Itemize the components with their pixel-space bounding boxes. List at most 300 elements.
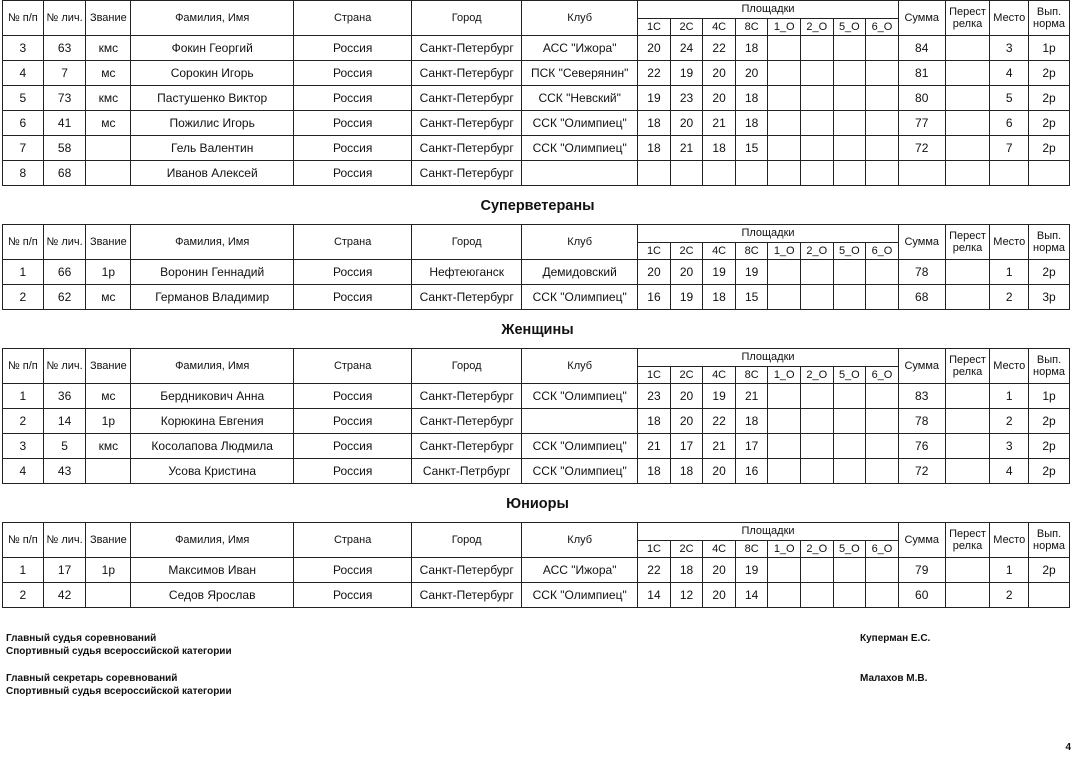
cell-shootoff (945, 384, 990, 409)
cell-rank: кмс (86, 36, 131, 61)
cell-stand-score (768, 285, 801, 310)
chief-judge-block (6, 632, 232, 658)
header-personal-num: № лич. (43, 225, 86, 260)
cell-shootoff (945, 459, 990, 484)
cell-rank-position: 1 (3, 260, 44, 285)
header-club: Клуб (522, 1, 638, 36)
cell-stand-score: 20 (670, 260, 703, 285)
table-row (3, 86, 1070, 111)
section-title-superveterans: Суперветераны (480, 198, 595, 214)
header-stand: 5_О (833, 367, 866, 384)
header-stand: 5_О (833, 541, 866, 558)
cell-personal-num: 7 (43, 61, 86, 86)
chief-secretary-block (6, 672, 232, 698)
chief-secretary-category: Спортивный судья всероссийской категории (6, 686, 232, 697)
cell-stand-score: 20 (638, 260, 671, 285)
header-ploshchadki: Площадки (638, 1, 899, 19)
header-rank: Звание (86, 349, 131, 384)
cell-stand-score (768, 61, 801, 86)
cell-city: Санкт-Петербург (412, 409, 522, 434)
cell-sum: 84 (898, 36, 945, 61)
header-personal-num: № лич. (43, 523, 86, 558)
header-country: Страна (294, 1, 412, 36)
header-name: Фамилия, Имя (131, 225, 294, 260)
cell-stand-score: 22 (703, 409, 736, 434)
header-place: Место (990, 1, 1029, 36)
header-sum: Сумма (898, 349, 945, 384)
cell-stand-score: 23 (638, 384, 671, 409)
cell-stand-score (833, 161, 866, 186)
cell-rank (86, 583, 131, 608)
cell-rank: мс (86, 111, 131, 136)
cell-shootoff (945, 583, 990, 608)
cell-stand-score (833, 409, 866, 434)
cell-name: Фокин Георгий (131, 36, 294, 61)
cell-place: 1 (990, 384, 1029, 409)
chief-secretary-title: Главный секретарь соревнований (6, 673, 178, 684)
cell-rank-position: 8 (3, 161, 44, 186)
cell-country: Россия (294, 558, 412, 583)
header-sum: Сумма (898, 1, 945, 36)
cell-personal-num: 43 (43, 459, 86, 484)
header-name: Фамилия, Имя (131, 523, 294, 558)
cell-stand-score: 20 (703, 86, 736, 111)
cell-stand-score (768, 161, 801, 186)
cell-sum: 76 (898, 434, 945, 459)
section-title-juniors: Юниоры (506, 496, 569, 512)
cell-shootoff (945, 161, 990, 186)
cell-sum: 81 (898, 61, 945, 86)
cell-name: Корюкина Евгения (131, 409, 294, 434)
cell-country: Россия (294, 583, 412, 608)
header-name: Фамилия, Имя (131, 349, 294, 384)
cell-place: 4 (990, 61, 1029, 86)
header-stand: 2_О (801, 19, 834, 36)
cell-stand-score (833, 434, 866, 459)
header-norm: Вып. норма (1029, 523, 1070, 558)
table-row (3, 434, 1070, 459)
header-personal-num: № лич. (43, 349, 86, 384)
cell-sum: 78 (898, 409, 945, 434)
cell-rank-position: 4 (3, 459, 44, 484)
cell-shootoff (945, 136, 990, 161)
cell-stand-score: 18 (735, 86, 768, 111)
cell-club (522, 409, 638, 434)
cell-stand-score (801, 285, 834, 310)
header-rank: Звание (86, 523, 131, 558)
cell-shootoff (945, 285, 990, 310)
header-country: Страна (294, 349, 412, 384)
header-stand: 6_О (866, 541, 899, 558)
cell-rank: кмс (86, 434, 131, 459)
cell-norm: 1р (1029, 36, 1070, 61)
cell-stand-score (801, 583, 834, 608)
cell-place (990, 161, 1029, 186)
cell-stand-score: 18 (638, 136, 671, 161)
cell-name: Косолапова Людмила (131, 434, 294, 459)
table-row (3, 161, 1070, 186)
cell-city: Санкт-Петербург (412, 111, 522, 136)
cell-city: Санкт-Петербург (412, 61, 522, 86)
header-stand: 1_О (768, 367, 801, 384)
cell-stand-score (866, 583, 899, 608)
cell-stand-score (735, 161, 768, 186)
table-row (3, 459, 1070, 484)
cell-sum: 68 (898, 285, 945, 310)
cell-stand-score (768, 260, 801, 285)
cell-city: Нефтеюганск (412, 260, 522, 285)
cell-stand-score (703, 161, 736, 186)
cell-personal-num: 62 (43, 285, 86, 310)
cell-stand-score: 18 (735, 409, 768, 434)
cell-city: Санкт-Петербург (412, 136, 522, 161)
cell-stand-score: 20 (703, 583, 736, 608)
cell-city: Санкт-Петрбург (412, 459, 522, 484)
cell-personal-num: 36 (43, 384, 86, 409)
header-sum: Сумма (898, 523, 945, 558)
cell-country: Россия (294, 434, 412, 459)
header-row (3, 225, 1070, 243)
cell-stand-score: 21 (703, 434, 736, 459)
cell-club: ССК "Олимпиец" (522, 136, 638, 161)
cell-norm: 2р (1029, 459, 1070, 484)
cell-rank: 1р (86, 409, 131, 434)
cell-shootoff (945, 61, 990, 86)
header-stand: 1С (638, 19, 671, 36)
cell-stand-score: 20 (638, 36, 671, 61)
cell-rank (86, 459, 131, 484)
header-personal-num: № лич. (43, 1, 86, 36)
cell-club: ССК "Невский" (522, 86, 638, 111)
cell-stand-score (801, 161, 834, 186)
cell-shootoff (945, 260, 990, 285)
table-row (3, 136, 1070, 161)
cell-stand-score: 20 (703, 558, 736, 583)
chief-judge-name: Куперман Е.С. (860, 633, 931, 644)
header-stand: 2С (670, 367, 703, 384)
cell-stand-score (801, 111, 834, 136)
header-stand: 6_О (866, 243, 899, 260)
cell-stand-score (866, 384, 899, 409)
cell-stand-score: 18 (703, 136, 736, 161)
cell-club: ССК "Олимпиец" (522, 285, 638, 310)
header-club: Клуб (522, 523, 638, 558)
cell-place: 1 (990, 558, 1029, 583)
cell-stand-score: 22 (638, 61, 671, 86)
cell-stand-score (768, 86, 801, 111)
cell-stand-score (833, 61, 866, 86)
header-country: Страна (294, 523, 412, 558)
header-stand: 1_О (768, 541, 801, 558)
cell-club: ССК "Олимпиец" (522, 459, 638, 484)
cell-stand-score: 18 (638, 409, 671, 434)
header-stand: 2_О (801, 243, 834, 260)
cell-country: Россия (294, 285, 412, 310)
cell-stand-score (768, 583, 801, 608)
header-sum: Сумма (898, 225, 945, 260)
cell-stand-score: 20 (670, 111, 703, 136)
header-ploshchadki: Площадки (638, 523, 899, 541)
table-row (3, 409, 1070, 434)
header-stand: 5_О (833, 243, 866, 260)
cell-name: Германов Владимир (131, 285, 294, 310)
header-row (3, 1, 1070, 19)
table-row (3, 384, 1070, 409)
cell-name: Максимов Иван (131, 558, 294, 583)
cell-sum: 80 (898, 86, 945, 111)
cell-rank-position: 7 (3, 136, 44, 161)
cell-stand-score (833, 260, 866, 285)
header-norm: Вып. норма (1029, 349, 1070, 384)
header-stand: 2_О (801, 541, 834, 558)
cell-personal-num: 42 (43, 583, 86, 608)
header-place: Место (990, 523, 1029, 558)
header-ploshchadki: Площадки (638, 349, 899, 367)
cell-personal-num: 66 (43, 260, 86, 285)
cell-rank-position: 2 (3, 409, 44, 434)
cell-personal-num: 17 (43, 558, 86, 583)
cell-norm: 2р (1029, 260, 1070, 285)
cell-place: 4 (990, 459, 1029, 484)
results-table-women (2, 348, 1070, 484)
cell-shootoff (945, 36, 990, 61)
cell-rank: 1р (86, 558, 131, 583)
results-table-juniors (2, 522, 1070, 608)
header-city: Город (412, 225, 522, 260)
cell-city: Санкт-Петербург (412, 384, 522, 409)
cell-sum: 79 (898, 558, 945, 583)
cell-norm: 2р (1029, 86, 1070, 111)
cell-stand-score: 21 (638, 434, 671, 459)
cell-place: 3 (990, 36, 1029, 61)
cell-stand-score: 19 (670, 285, 703, 310)
cell-rank-position: 6 (3, 111, 44, 136)
cell-rank (86, 136, 131, 161)
cell-country: Россия (294, 136, 412, 161)
header-stand: 4С (703, 243, 736, 260)
cell-stand-score: 12 (670, 583, 703, 608)
cell-rank-position: 1 (3, 384, 44, 409)
cell-stand-score (801, 61, 834, 86)
cell-rank-position: 1 (3, 558, 44, 583)
header-row (3, 523, 1070, 541)
cell-place: 1 (990, 260, 1029, 285)
cell-norm (1029, 583, 1070, 608)
cell-stand-score: 19 (670, 61, 703, 86)
cell-shootoff (945, 558, 990, 583)
cell-city: Санкт-Петербург (412, 434, 522, 459)
cell-country: Россия (294, 409, 412, 434)
cell-stand-score: 18 (638, 459, 671, 484)
table-row (3, 36, 1070, 61)
header-norm: Вып. норма (1029, 225, 1070, 260)
cell-name: Седов Ярослав (131, 583, 294, 608)
cell-rank-position: 3 (3, 36, 44, 61)
cell-stand-score (768, 136, 801, 161)
cell-place: 2 (990, 583, 1029, 608)
cell-personal-num: 5 (43, 434, 86, 459)
cell-stand-score (866, 459, 899, 484)
header-row (3, 349, 1070, 367)
cell-stand-score: 20 (703, 459, 736, 484)
cell-city: Санкт-Петербург (412, 36, 522, 61)
cell-stand-score: 18 (735, 111, 768, 136)
cell-stand-score (833, 285, 866, 310)
cell-stand-score: 16 (638, 285, 671, 310)
table-row (3, 583, 1070, 608)
cell-club: ССК "Олимпиец" (522, 384, 638, 409)
header-stand: 6_О (866, 367, 899, 384)
cell-sum: 83 (898, 384, 945, 409)
cell-name: Иванов Алексей (131, 161, 294, 186)
cell-rank-position: 2 (3, 583, 44, 608)
cell-stand-score (866, 161, 899, 186)
cell-shootoff (945, 111, 990, 136)
cell-personal-num: 63 (43, 36, 86, 61)
cell-stand-score (801, 434, 834, 459)
cell-stand-score (833, 459, 866, 484)
cell-stand-score: 19 (638, 86, 671, 111)
table-row (3, 61, 1070, 86)
cell-norm: 2р (1029, 136, 1070, 161)
cell-city: Санкт-Петербург (412, 583, 522, 608)
cell-stand-score (866, 409, 899, 434)
cell-stand-score: 19 (735, 260, 768, 285)
cell-country: Россия (294, 111, 412, 136)
cell-norm: 2р (1029, 61, 1070, 86)
cell-rank: 1р (86, 260, 131, 285)
cell-stand-score (801, 36, 834, 61)
cell-personal-num: 58 (43, 136, 86, 161)
header-stand: 4С (703, 367, 736, 384)
cell-stand-score: 16 (735, 459, 768, 484)
header-place: Место (990, 349, 1029, 384)
header-stand: 1С (638, 243, 671, 260)
chief-judge-category: Спортивный судья всероссийской категории (6, 646, 232, 657)
cell-personal-num: 41 (43, 111, 86, 136)
cell-stand-score (801, 384, 834, 409)
header-stand: 6_О (866, 19, 899, 36)
cell-stand-score (833, 111, 866, 136)
cell-sum: 60 (898, 583, 945, 608)
cell-norm: 2р (1029, 111, 1070, 136)
cell-stand-score: 19 (735, 558, 768, 583)
cell-sum: 77 (898, 111, 945, 136)
cell-shootoff (945, 409, 990, 434)
header-stand: 2С (670, 541, 703, 558)
cell-shootoff (945, 86, 990, 111)
cell-rank: мс (86, 61, 131, 86)
cell-stand-score: 15 (735, 136, 768, 161)
cell-stand-score (768, 111, 801, 136)
header-city: Город (412, 523, 522, 558)
cell-city: Санкт-Петербург (412, 86, 522, 111)
cell-stand-score: 18 (703, 285, 736, 310)
cell-name: Усова Кристина (131, 459, 294, 484)
cell-personal-num: 68 (43, 161, 86, 186)
cell-stand-score (866, 61, 899, 86)
cell-personal-num: 73 (43, 86, 86, 111)
cell-club: Демидовский (522, 260, 638, 285)
cell-stand-score (833, 36, 866, 61)
header-stand: 8С (735, 243, 768, 260)
cell-name: Сорокин Игорь (131, 61, 294, 86)
header-stand: 1_О (768, 243, 801, 260)
cell-club: ССК "Олимпиец" (522, 434, 638, 459)
cell-place: 2 (990, 285, 1029, 310)
cell-place: 5 (990, 86, 1029, 111)
cell-country: Россия (294, 36, 412, 61)
header-norm: Вып. норма (1029, 1, 1070, 36)
cell-stand-score (768, 384, 801, 409)
cell-stand-score (833, 86, 866, 111)
cell-stand-score (833, 558, 866, 583)
cell-stand-score: 20 (703, 61, 736, 86)
cell-stand-score (768, 434, 801, 459)
cell-rank-position: 5 (3, 86, 44, 111)
cell-stand-score (833, 136, 866, 161)
cell-name: Бердникович Анна (131, 384, 294, 409)
cell-norm (1029, 161, 1070, 186)
cell-stand-score: 17 (670, 434, 703, 459)
cell-stand-score: 22 (638, 558, 671, 583)
header-place: Место (990, 225, 1029, 260)
cell-stand-score: 20 (670, 384, 703, 409)
cell-place: 6 (990, 111, 1029, 136)
table-row (3, 285, 1070, 310)
cell-rank: мс (86, 384, 131, 409)
cell-stand-score (833, 583, 866, 608)
cell-norm: 2р (1029, 409, 1070, 434)
table-row (3, 558, 1070, 583)
cell-place: 3 (990, 434, 1029, 459)
cell-stand-score: 24 (670, 36, 703, 61)
header-num: № п/п (3, 1, 44, 36)
cell-name: Воронин Геннадий (131, 260, 294, 285)
cell-club: ССК "Олимпиец" (522, 111, 638, 136)
cell-sum: 78 (898, 260, 945, 285)
cell-stand-score: 18 (638, 111, 671, 136)
cell-stand-score (801, 409, 834, 434)
cell-stand-score (801, 136, 834, 161)
cell-country: Россия (294, 86, 412, 111)
header-stand: 8С (735, 19, 768, 36)
cell-stand-score: 20 (670, 409, 703, 434)
cell-stand-score (801, 558, 834, 583)
cell-country: Россия (294, 161, 412, 186)
cell-country: Россия (294, 61, 412, 86)
cell-stand-score (866, 434, 899, 459)
header-club: Клуб (522, 349, 638, 384)
cell-city: Санкт-Петербург (412, 558, 522, 583)
cell-stand-score (768, 558, 801, 583)
cell-stand-score (866, 36, 899, 61)
cell-club: АСС "Ижора" (522, 558, 638, 583)
cell-stand-score (768, 459, 801, 484)
table-row (3, 260, 1070, 285)
cell-stand-score (866, 558, 899, 583)
results-table-men (2, 0, 1070, 186)
header-stand: 2_О (801, 367, 834, 384)
cell-norm: 2р (1029, 434, 1070, 459)
header-city: Город (412, 1, 522, 36)
header-stand: 8С (735, 367, 768, 384)
cell-city: Санкт-Петербург (412, 285, 522, 310)
header-country: Страна (294, 225, 412, 260)
header-rank: Звание (86, 225, 131, 260)
header-stand: 1_О (768, 19, 801, 36)
cell-stand-score: 18 (670, 459, 703, 484)
